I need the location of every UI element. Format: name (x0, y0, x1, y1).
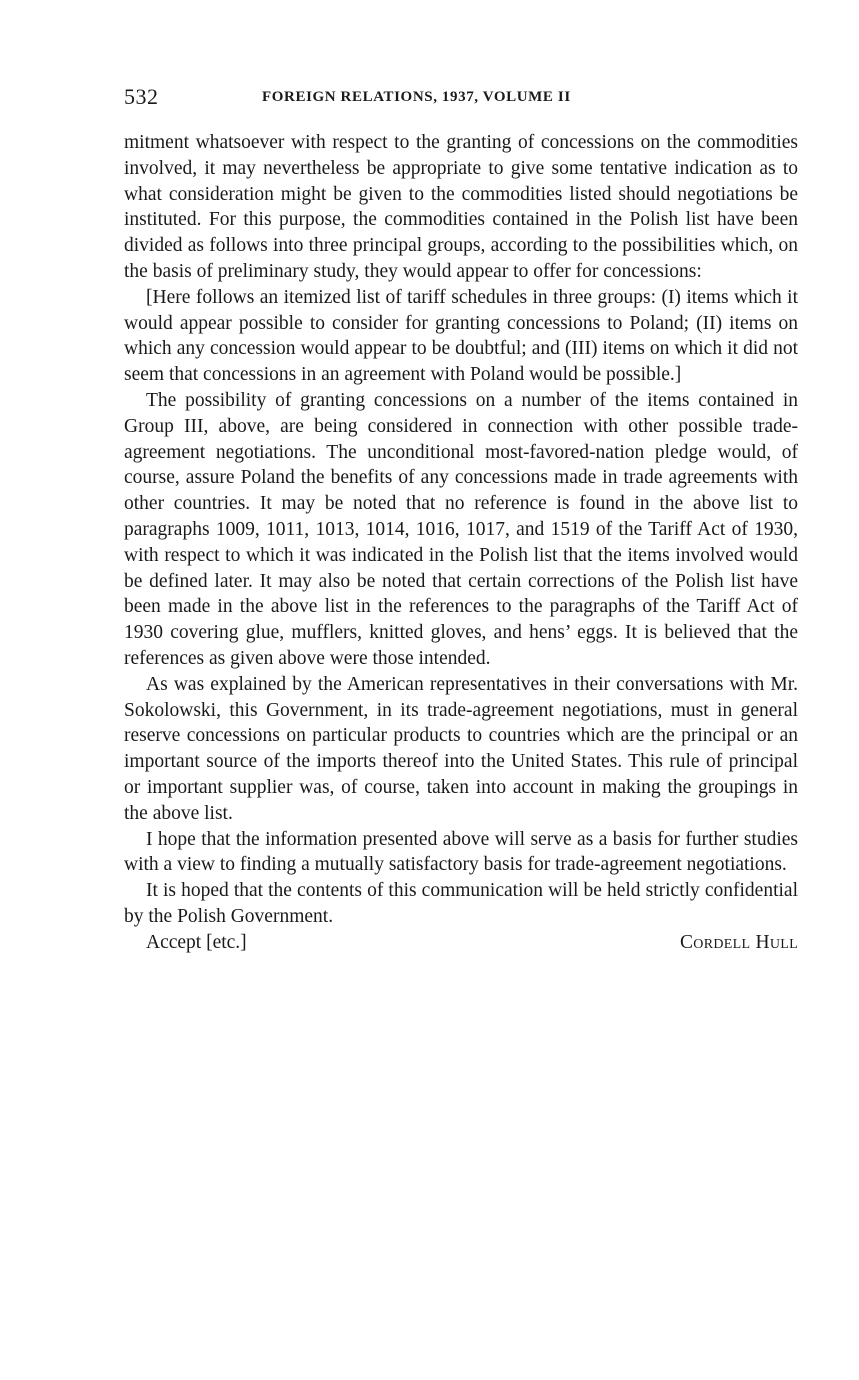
document-body (124, 130, 798, 956)
paragraph-confidential: It is hoped that the contents of this communication will be held strictly confidential by the Polish Government. (124, 880, 798, 927)
signature: Cordell Hull (680, 931, 798, 953)
closing-line (124, 930, 798, 956)
running-title: FOREIGN RELATIONS, 1937, VOLUME II (262, 89, 571, 105)
paragraph-continuation: mitment whatsoever with respect to the granting of concessions on the commodities involved, it may nevertheless be appropriate to give some tentative indication as to what consideration might be given to the commodities listed should negotiations be instituted. For this purpose, the commodities contained in the Polish list have been divided as follows into three principal groups, according to the possibilities which, on the basis of preliminary study, they would appear to offer for concessions: (124, 132, 798, 282)
closing-salutation: Accept [etc.] (146, 931, 247, 953)
paragraph-principal-supplier: As was explained by the American representatives in their conversations with Mr. Sokolowski, this Government, in its trade-agreement negotiations, must in general reserve concessions on particular products to countries which are the principal or an important source of the imports thereof into the United States. This rule of principal or important supplier was, of course, taken into account in making the groupings in the above list. (124, 673, 798, 824)
document-page (124, 84, 798, 956)
paragraph-hope-basis: I hope that the information presented above will serve as a basis for further studies with a view to finding a mutually satisfactory basis for trade-agreement negotiations. (124, 828, 798, 876)
running-head (124, 84, 798, 114)
page-number: 532 (124, 84, 159, 109)
paragraph-editorial-note: [Here follows an itemized list of tariff schedules in three groups: (I) items which it would appear possible to consider for granting concessions to Poland; (II) items on which any concession would appear to be doubtful; and (III) items on which it did not seem that concessions in an agreement with Poland would be possible.] (124, 286, 798, 386)
paragraph-group-three: The possibility of granting concessions on a number of the items contained in Group III, above, are being considered in connection with other possible trade-agreement negotiations. The unconditional most-favored-nation pledge would, of course, assure Poland the benefits of any concessions made in trade agreements with other countries. It may be noted that no reference is found in the above list to paragraphs 1009, 1011, 1013, 1014, 1016, 1017, and 1519 of the Tariff Act of 1930, with respect to which it was indicated in the Polish list that the items involved would be defined later. It may also be noted that certain corrections of the Polish list have been made in the above list in the references to the paragraphs of the Tariff Act of 1930 covering glue, mufflers, knitted gloves, and hens’ eggs. It is believed that the references as given above were those intended. (124, 389, 798, 669)
